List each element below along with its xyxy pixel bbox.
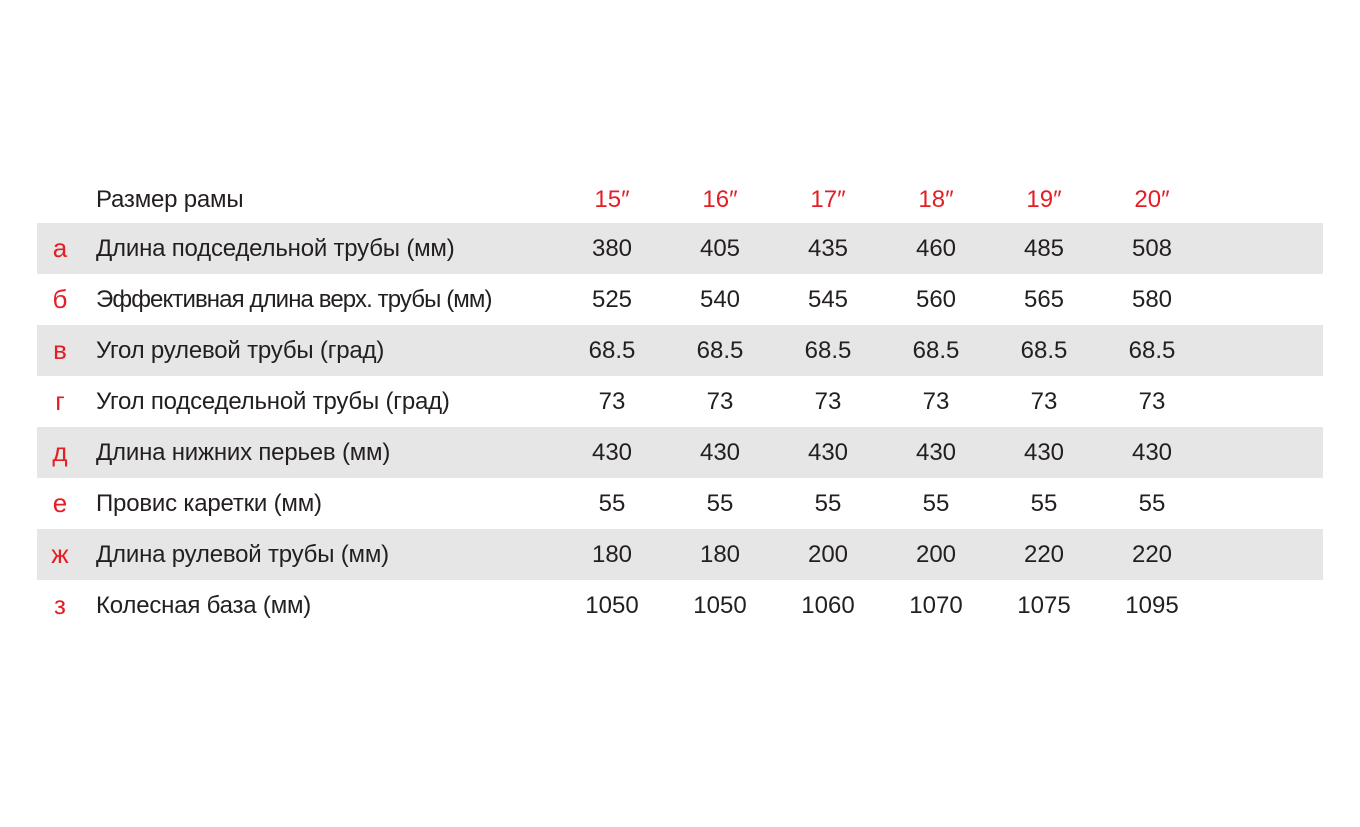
table-cell: 430	[1023, 438, 1065, 466]
table-cell: 55	[922, 489, 950, 517]
table-cell: 1060	[801, 591, 855, 619]
table-cell: 430	[1131, 438, 1173, 466]
table-cell: 580	[1131, 285, 1173, 313]
table-cell: 545	[807, 285, 849, 313]
row-label: Длина подседельной трубы (мм)	[96, 234, 455, 262]
table-cell: 200	[915, 540, 957, 568]
row-letter: в	[53, 335, 67, 365]
table-row	[37, 529, 1323, 580]
table-cell: 180	[591, 540, 633, 568]
table-cell: 55	[814, 489, 842, 517]
table-cell: 73	[1030, 387, 1058, 415]
geometry-table	[37, 173, 1323, 631]
table-cell: 220	[1023, 540, 1065, 568]
row-label: Угол подседельной трубы (град)	[96, 387, 450, 415]
row-letter: д	[52, 437, 68, 467]
row-letter: ж	[51, 539, 69, 569]
table-cell: 55	[1030, 489, 1058, 517]
table-cell: 68.5	[804, 336, 852, 364]
size-15: 15″	[594, 186, 630, 213]
size-18: 18″	[918, 186, 954, 213]
table-row	[37, 478, 1323, 529]
row-label: Эффективная длина верх. трубы (мм)	[96, 285, 492, 313]
table-cell: 55	[598, 489, 626, 517]
table-cell: 430	[591, 438, 633, 466]
table-cell: 1050	[693, 591, 747, 619]
row-label: Угол рулевой трубы (град)	[96, 336, 385, 364]
table-cell: 200	[807, 540, 849, 568]
row-letter: з	[54, 590, 66, 620]
table-cell: 73	[814, 387, 842, 415]
table-row	[37, 325, 1323, 376]
row-letter: б	[52, 284, 68, 314]
table-cell: 68.5	[696, 336, 744, 364]
table-row	[37, 376, 1323, 427]
row-label: Провис каретки (мм)	[96, 489, 322, 517]
table-cell: 405	[699, 234, 741, 262]
table-cell: 435	[807, 234, 849, 262]
table-row	[37, 580, 1323, 631]
table-row	[37, 223, 1323, 274]
table-cell: 560	[915, 285, 957, 313]
row-letter: a	[52, 233, 68, 263]
table-cell: 1095	[1125, 591, 1179, 619]
table-row	[37, 274, 1323, 325]
table-cell: 68.5	[912, 336, 960, 364]
frame-size-label: Размер рамы	[96, 186, 244, 213]
table-cell: 485	[1023, 234, 1065, 262]
table-cell: 73	[922, 387, 950, 415]
table-cell: 73	[706, 387, 734, 415]
row-label: Длина рулевой трубы (мм)	[96, 540, 389, 568]
row-label: Колесная база (мм)	[96, 591, 312, 619]
table-cell: 68.5	[1020, 336, 1068, 364]
table-cell: 525	[591, 285, 633, 313]
table-cell: 430	[699, 438, 741, 466]
table-cell: 1070	[909, 591, 963, 619]
table-cell: 540	[699, 285, 741, 313]
table-cell: 430	[807, 438, 849, 466]
table-cell: 55	[1138, 489, 1166, 517]
table-cell: 68.5	[1128, 336, 1176, 364]
table-cell: 73	[598, 387, 626, 415]
row-letter: г	[55, 386, 65, 416]
size-19: 19″	[1026, 186, 1062, 213]
header-row	[37, 173, 1323, 223]
table-cell: 68.5	[588, 336, 636, 364]
table-cell: 73	[1138, 387, 1166, 415]
table-cell: 220	[1131, 540, 1173, 568]
size-16: 16″	[702, 186, 738, 213]
table-cell: 380	[591, 234, 633, 262]
size-20: 20″	[1134, 186, 1170, 213]
table-cell: 430	[915, 438, 957, 466]
row-letter: е	[52, 488, 68, 518]
size-17: 17″	[810, 186, 846, 213]
table-row	[37, 427, 1323, 478]
table-cell: 55	[706, 489, 734, 517]
table-cell: 1050	[585, 591, 639, 619]
table-cell: 180	[699, 540, 741, 568]
row-label: Длина нижних перьев (мм)	[96, 438, 391, 466]
table-cell: 460	[915, 234, 957, 262]
table-cell: 565	[1023, 285, 1065, 313]
table-cell: 1075	[1017, 591, 1071, 619]
table-cell: 508	[1131, 234, 1173, 262]
